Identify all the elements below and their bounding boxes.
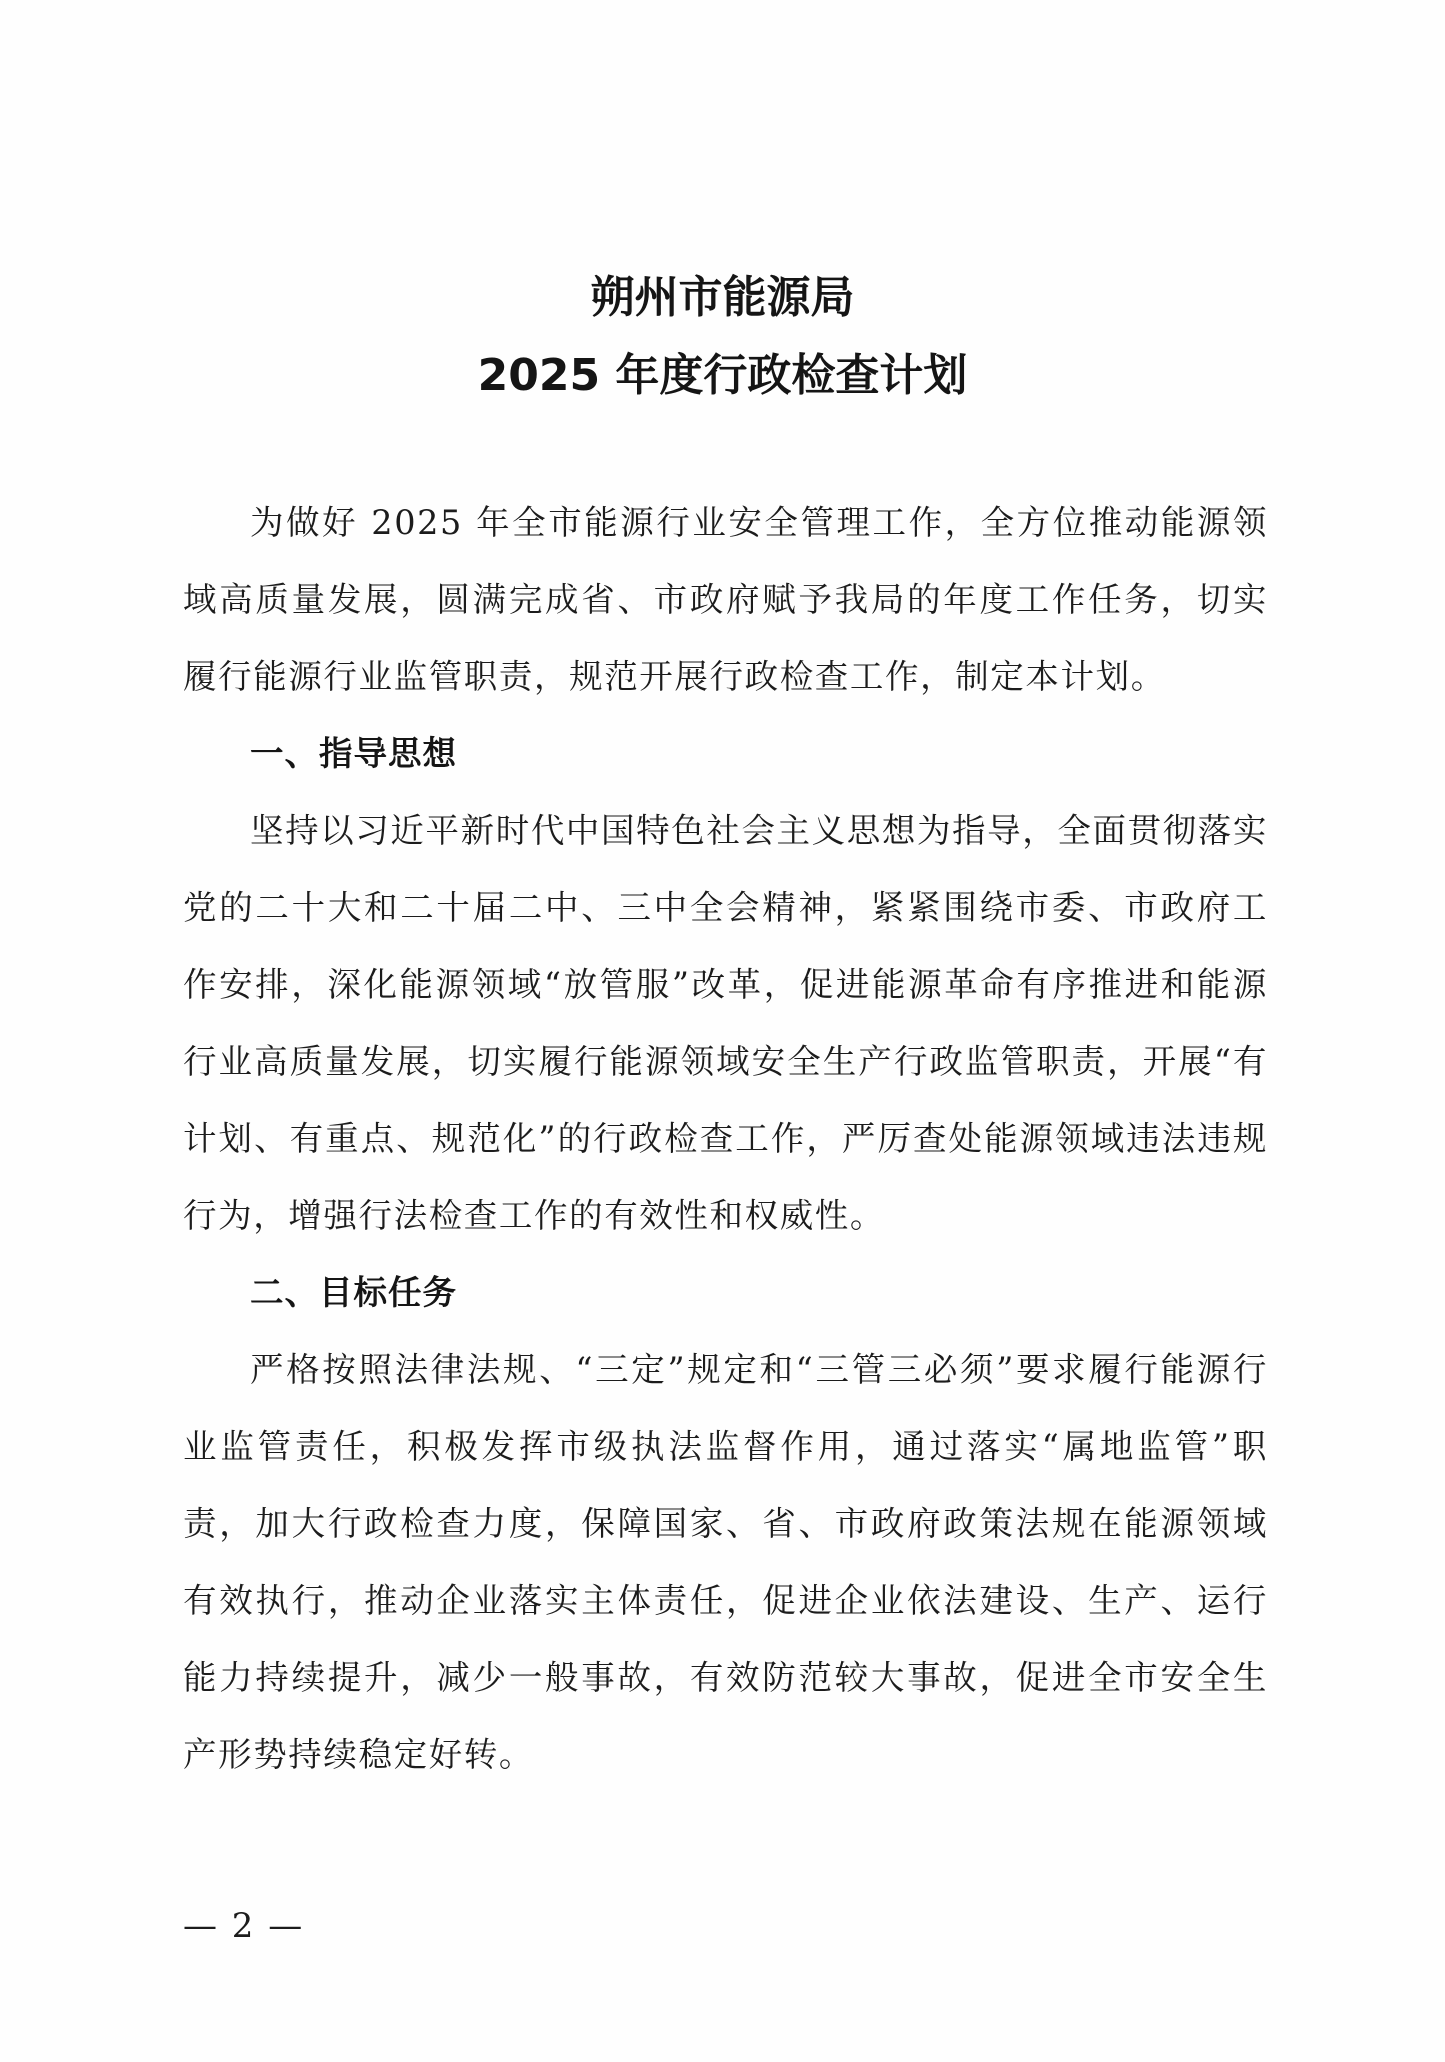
page-number: — 2 —: [183, 1906, 305, 1946]
section-paragraph-objectives: 严格按照法律法规、“三定”规定和“三管三必须”要求履行能源行业监管责任，积极发挥市级执法监督作用，通过落实“属地监管”职责，加大行政检查力度，保障国家、省、市政府政策法规在能源领域有效执行，推动企业落实主体责任，促进企业依法建设、生产、运行能力持续提升，减少一般事故，有效防范较大事故，促进全市安全生产形势持续稳定好转。: [183, 1350, 1268, 1774]
intro-paragraph: 为做好 2025 年全市能源行业安全管理工作，全方位推动能源领域高质量发展，圆满完成省、市政府赋予我局的年度工作任务，切实履行能源行业监管职责，规范开展行政检查工作，制定本计划。: [183, 503, 1268, 696]
section-heading-guiding-thought: 一、指导思想: [250, 734, 457, 773]
document-body: [183, 484, 1268, 1793]
section-heading-objectives: 二、目标任务: [250, 1273, 457, 1312]
document-title-line2: 2025 年度行政检查计划: [477, 350, 968, 401]
document-title-line1: 朔州市能源局: [590, 272, 855, 323]
section-paragraph-guiding-thought: 坚持以习近平新时代中国特色社会主义思想为指导，全面贯彻落实党的二十大和二十届二中、三中全会精神，紧紧围绕市委、市政府工作安排，深化能源领域“放管服”改革，促进能源革命有序推进和能源行业高质量发展，切实履行能源领域安全生产行政监管职责，开展“有计划、有重点、规范化”的行政检查工作，严厉查处能源领域违法违规行为，增强行法检查工作的有效性和权威性。: [183, 811, 1268, 1235]
